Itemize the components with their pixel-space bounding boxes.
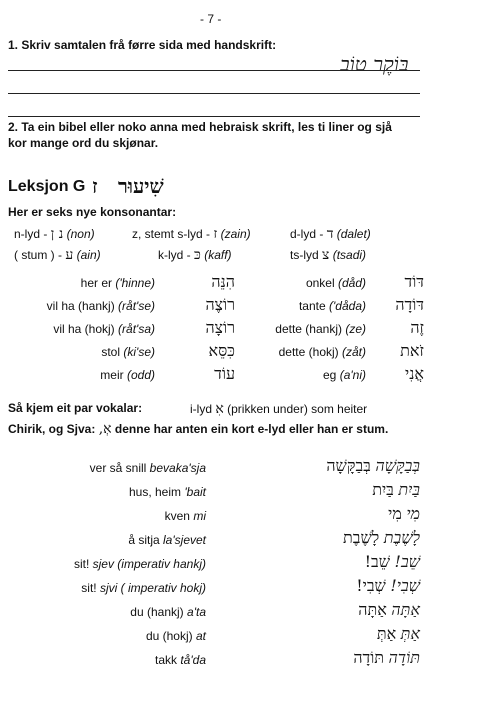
consonant-k-prefix: k-lyd - [158,248,191,262]
vocab1-norwegian: tante [298,299,326,313]
vocab2-norwegian: sit! [73,557,90,571]
vocab1-hebrew: דּוֹד [404,272,424,291]
vocab2-norwegian: kven [164,509,190,523]
vocab2-transliteration: sjvi ( imperativ hokj) [99,581,206,595]
page-number: - 7 - [200,12,222,26]
vocab2-hebrew-pair [290,624,420,644]
vocab1-row-0-left [10,276,155,290]
vocab2-hebrew: שְׁבִי! [356,576,386,595]
vocab1-norwegian: onkel [305,276,335,290]
vocab1-transliteration: ('hinne) [115,276,155,290]
vocab2-row-8-label [10,653,206,667]
vocab2-hebrew-pair [290,552,420,572]
consonant-z [132,226,251,243]
vocab1-norwegian: vil ha (hokj) [53,322,115,336]
vocab2-handwriting: מִי [406,504,420,523]
vocab2-hebrew: אַתָּה [358,600,387,619]
vocab2-norwegian: hus, heim [128,485,182,499]
writing-line-3 [8,116,420,117]
vocab1-norwegian: dette (hokj) [278,345,339,359]
vowel-i-glyph: אִ [215,401,224,417]
consonant-k [158,247,232,264]
consonant-ain [14,247,101,264]
vocab2-handwriting: אַתְּ [400,624,420,643]
vocab1-row-3-left [10,345,155,359]
vocab1-transliteration: (råt'sa) [118,322,155,336]
vocab2-hebrew-pair [290,504,420,524]
consonant-ain-glyph: ע [65,247,74,263]
vocab1-row-3-right [238,345,366,359]
consonant-ts-prefix: ts-lyd [290,248,319,262]
vocab1-norwegian: dette (hankj) [275,322,342,336]
vocab2-transliteration: mi [193,509,206,523]
consonant-d [290,226,371,243]
consonant-k-name: (kaff) [204,248,232,262]
consonant-d-prefix: d-lyd - [290,227,324,241]
vocab2-handwriting: לָשֶׁבֶת [383,528,420,547]
vocab2-hebrew: בַּיִת [372,480,394,499]
vocab2-hebrew: מִי [388,504,402,523]
vocab2-handwriting: תּוֹדָה [388,648,420,667]
vocab1-hebrew: רוֹצֶה [205,295,235,314]
consonant-n [14,226,95,243]
consonant-ts-name: (tsadi) [332,248,367,262]
vocab1-hebrew: עוֹד [214,364,235,383]
task-1-text: 1. Skriv samtalen frå førre sida med handskrift: [8,38,277,52]
consonant-n-name: (non) [66,227,95,241]
vocab1-transliteration: (dåd) [337,276,366,290]
vocab2-handwriting: שֵׁב! [394,552,420,571]
vocab2-norwegian: å sitja [128,533,160,547]
lesson-title: Leksjon G [8,178,86,195]
writing-line-2 [8,93,420,94]
vocab1-norwegian: vil ha (hankj) [46,299,115,313]
vocab2-handwriting: בְּבַקָּשָׁה [375,456,420,475]
vocab1-row-1-left [10,299,155,313]
vocab2-row-5-label [10,581,206,595]
vocab2-row-3-label [10,533,206,547]
vocab2-transliteration: tå'da [180,653,206,667]
vocab2-row-7-label [10,629,206,643]
writing-line-1 [8,70,420,71]
vocab1-hebrew: זֹאת [400,341,424,360]
consonant-k-glyph: כּ [194,247,201,263]
consonant-z-prefix: z, stemt s-lyd - [132,227,211,241]
vocab2-hebrew-pair [290,648,420,668]
vocab2-handwriting: שְׁבִי! [390,576,420,595]
consonant-n-prefix: n-lyd - [14,227,48,241]
vowel-sjva-glyph: אְ, [98,421,112,437]
task-2-line-1: 2. Ta ein bibel eller noko anna med hebraisk skrift, les ti liner og sjå [8,120,392,134]
vocab2-norwegian: takk [154,653,177,667]
vocab2-hebrew-pair [290,600,420,620]
vocab1-hebrew: כִּסֵּא [208,341,235,360]
vocab1-row-4-left [10,368,155,382]
vocab2-hebrew: לָשֶׁבֶת [342,528,380,547]
vocab2-hebrew-pair [290,480,420,500]
vocab1-transliteration: (odd) [126,368,155,382]
vocab2-hebrew-pair [290,456,420,476]
task-2-line-2: kor mange ord du skjønar. [8,136,159,150]
vocab1-transliteration: ('dåda) [329,299,366,313]
vocab1-transliteration: (råt'se) [118,299,155,313]
vocab2-transliteration: at [195,629,206,643]
vocab2-row-0-label [10,461,206,475]
vocab2-hebrew-pair [290,528,420,548]
vocab2-row-2-label [10,509,206,523]
vocab1-transliteration: (zåt) [342,345,366,359]
vocab1-transliteration: (ki'se) [123,345,155,359]
task-1-handwriting: בּוֹקֶר טוֹב [340,52,409,76]
consonant-ts [290,247,366,264]
consonant-n-glyph: נ ן [50,226,64,242]
vocab2-norwegian: ver så snill [89,461,147,475]
vocab1-hebrew: רוֹצָה [205,318,235,337]
vowel-i-label: i-lyd [190,402,213,416]
vocab2-hebrew: אַתְּ [376,624,397,643]
vocab1-hebrew: זֶה [410,318,424,337]
consonant-z-name: (zain) [220,227,251,241]
vocab2-transliteration: a'ta [187,605,206,619]
vocab2-transliteration: la'sjevet [163,533,206,547]
vowel-i-tail: (prikken under) som heiter [227,402,368,416]
vocab2-handwriting: בַּיִת [398,480,420,499]
vocab1-transliteration: (ze) [345,322,366,336]
vocab2-hebrew: שֵׁב! [364,552,391,571]
vocab1-row-0-right [238,276,366,290]
consonant-z-glyph: ז [213,226,218,242]
vocab1-row-4-right [238,368,366,382]
vowel-sjva-label: Chirik, og Sjva: [8,422,96,436]
vocab2-hebrew: תּוֹדָה [353,648,385,667]
vocab1-norwegian: eg [323,368,337,382]
vocab1-norwegian: meir [100,368,124,382]
vowel-i-line [190,401,367,418]
vocab1-row-1-right [238,299,366,313]
vocab2-row-4-label [10,557,206,571]
vocab2-transliteration: bevaka'sja [149,461,206,475]
vocab2-hebrew: בְּבַקָּשָׁה [326,456,371,475]
vocab1-norwegian: her er [80,276,112,290]
vocab2-row-6-label [10,605,206,619]
vocab1-hebrew: הִנֵּה [211,272,235,291]
vowels-intro: Så kjem eit par vokalar: [8,401,143,415]
vocab2-hebrew-pair [290,576,420,596]
consonant-d-name: (dalet) [336,227,371,241]
vowel-sjva-tail: denne har anten ein kort e-lyd eller han er stum. [114,422,389,436]
vocab2-transliteration: sjev (imperativ hankj) [92,557,206,571]
vocab1-row-2-right [238,322,366,336]
consonant-ain-prefix: ( stum ) - [14,248,62,262]
vowel-sjva-line [8,421,388,438]
consonant-d-glyph: ד [326,226,334,242]
vocab2-norwegian: du (hankj) [130,605,184,619]
lesson-shiur: שִׁיעוּר [118,174,164,198]
vocab2-transliteration: 'bait [184,485,206,499]
vocab2-row-1-label [10,485,206,499]
vocab1-hebrew: דּוֹדָה [395,295,424,314]
lesson-letter: ז [92,174,98,198]
vocab1-row-2-left [10,322,155,336]
vocab2-norwegian: sit! [81,581,97,595]
vocab1-hebrew: אֲנִי [405,364,424,383]
vocab2-handwriting: אַתָּה [391,600,420,619]
consonant-ts-glyph: צ [322,247,330,263]
vocab1-transliteration: (a'ni) [339,368,366,382]
vocab2-norwegian: du (hokj) [145,629,193,643]
consonants-intro: Her er seks nye konsonantar: [8,205,177,219]
vocab1-norwegian: stol [101,345,121,359]
consonant-ain-name: (ain) [76,248,101,262]
